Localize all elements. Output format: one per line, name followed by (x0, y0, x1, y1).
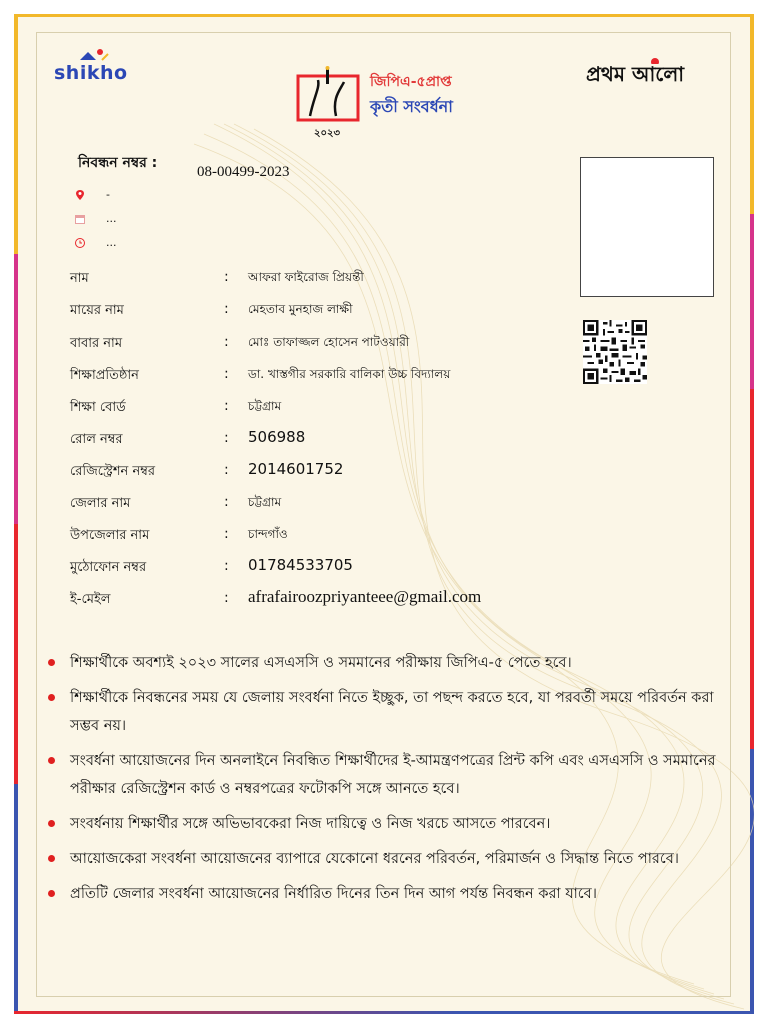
field-value: afrafairoozpriyanteee@gmail.com (248, 587, 482, 606)
field-label: বাবার নাম (70, 336, 123, 351)
field-value: 01784533705 (248, 556, 353, 574)
field-label: উপজেলার নাম (70, 528, 150, 543)
border-left-yellow (14, 14, 18, 254)
field-value: আফরা ফাইরোজ প্রিয়ন্তী (248, 270, 364, 284)
field-label: মুঠোফোন নম্বর (70, 560, 147, 575)
field-label: রেজিস্ট্রেশন নম্বর (70, 464, 156, 479)
field-label: শিক্ষা বোর্ড (70, 400, 126, 415)
field-colon: : (224, 334, 229, 350)
gpa5-event-logo (296, 66, 496, 146)
field-colon: : (224, 430, 229, 446)
field-value: মোঃ তাফাজ্জল হোসেন পাটওয়ারী (248, 335, 410, 349)
note-text: আয়োজকেরা সংবর্ধনা আয়োজনের ব্যাপারে যেকোনো ধরনের পরিবর্তন, পরিমার্জন ও সিদ্ধান্ত নিতে পারবে। (70, 851, 679, 867)
field-registration-number (70, 462, 630, 486)
field-mother-name (70, 301, 630, 325)
registration-number: 08-00499-2023 (197, 164, 290, 180)
field-colon: : (224, 301, 229, 317)
border-left-pink (14, 254, 18, 524)
sun-icon (648, 54, 662, 64)
field-label: জেলার নাম (70, 496, 131, 511)
instructions-list (44, 649, 734, 915)
event-title-gpa5: জিপিএ-৫প্রাপ্ত (370, 74, 452, 90)
border-left-red (14, 524, 18, 784)
event-emblem-icon (296, 66, 366, 126)
field-label: ই-মেইল (70, 592, 111, 607)
date-row (74, 212, 117, 225)
field-name (70, 269, 630, 293)
prothom-alo-logo (586, 60, 684, 93)
event-title-kriti: কৃতী সংবর্ধনা (370, 97, 453, 116)
field-value: চট্টগ্রাম (248, 399, 282, 413)
time-row (74, 236, 117, 249)
field-father-name (70, 334, 630, 358)
bullet-icon (48, 890, 55, 897)
field-email (70, 587, 630, 614)
prothom-alo-wordmark: প্রথম আলো (586, 62, 685, 86)
calendar-icon (74, 213, 86, 225)
list-item (44, 810, 734, 838)
field-colon: : (224, 590, 229, 606)
bullet-icon (48, 757, 55, 764)
field-value: মেহতাব মুনহাজ লাক্ষী (248, 302, 353, 316)
shikho-wordmark: shikho (54, 62, 128, 84)
list-item (44, 684, 734, 740)
field-district (70, 494, 630, 518)
bullet-icon (48, 855, 55, 862)
field-roll-number (70, 430, 630, 454)
note-text: সংবর্ধনা আয়োজনের দিন অনলাইনে নিবন্ধিত শিক্ষার্থীদের ই-আমন্ত্রণপত্রের প্রিন্ট কপি এবং এসএসসি ও সমমানের পরীক্ষার রেজিস্ট্রেশন কার্ড ও নম্বরপত্রের ফটোকপি সঙ্গে আনতে হবে। (70, 753, 716, 797)
field-upazila (70, 526, 630, 550)
border-left-blue (14, 784, 18, 1014)
bullet-icon (48, 694, 55, 701)
field-colon: : (224, 558, 229, 574)
shikho-logo-mark-icon (74, 48, 114, 64)
list-item (44, 649, 734, 677)
field-label: নাম (70, 271, 89, 286)
bullet-icon (48, 659, 55, 666)
field-board (70, 398, 630, 422)
time-text: ... (106, 236, 117, 249)
border-right-yellow (750, 14, 754, 214)
note-text: সংবর্ধনায় শিক্ষার্থীর সঙ্গে অভিভাবকেরা নিজ দায়িত্বে ও নিজ খরচে আসতে পারবেন। (70, 816, 551, 832)
field-colon: : (224, 398, 229, 414)
border-right-red (750, 389, 754, 749)
list-item (44, 747, 734, 803)
border-right-pink (750, 214, 754, 389)
field-value: চট্টগ্রাম (248, 495, 282, 509)
venue-text: - (106, 188, 110, 201)
clock-icon (74, 237, 86, 249)
event-year: ২০২৩ (314, 128, 341, 139)
field-colon: : (224, 462, 229, 478)
location-pin-icon (74, 189, 86, 201)
note-text: প্রতিটি জেলার সংবর্ধনা আয়োজনের নির্ধারিত দিনের তিন দিন আগ পর্যন্ত নিবন্ধন করা যাবে। (70, 886, 597, 902)
bullet-icon (48, 820, 55, 827)
field-label: রোল নম্বর (70, 432, 123, 447)
field-colon: : (224, 494, 229, 510)
field-institution (70, 366, 630, 390)
field-value: 2014601752 (248, 460, 344, 478)
field-value: চান্দগাঁও (248, 527, 288, 541)
field-label: শিক্ষাপ্রতিষ্ঠান (70, 368, 139, 383)
border-top (14, 14, 754, 17)
note-text: শিক্ষার্থীকে নিবন্ধনের সময় যে জেলায় সংবর্ধনা নিতে ইচ্ছুক, তা পছন্দ করতে হবে, যা পরবর্তী সময়ে পরিবর্তন করা সম্ভব নয়। (70, 690, 714, 734)
field-colon: : (224, 269, 229, 285)
field-label: মায়ের নাম (70, 303, 124, 318)
field-colon: : (224, 366, 229, 382)
border-right-blue (750, 749, 754, 1014)
field-value: 506988 (248, 428, 306, 446)
note-text: শিক্ষার্থীকে অবশ্যই ২০২৩ সালের এসএসসি ও সমমানের পরীক্ষায় জিপিএ-৫ পেতে হবে। (70, 655, 572, 671)
list-item (44, 880, 734, 908)
border-bottom (14, 1011, 754, 1014)
shikho-logo (54, 62, 128, 84)
admit-card (14, 14, 754, 1014)
list-item (44, 845, 734, 873)
field-mobile (70, 558, 630, 582)
field-value: ডা. খাস্তগীর সরকারি বালিকা উচ্চ বিদ্যালয় (248, 367, 451, 381)
field-colon: : (224, 526, 229, 542)
registration-label: নিবন্ধন নম্বর : (78, 155, 158, 171)
venue-row (74, 188, 110, 201)
date-text: ... (106, 212, 117, 225)
